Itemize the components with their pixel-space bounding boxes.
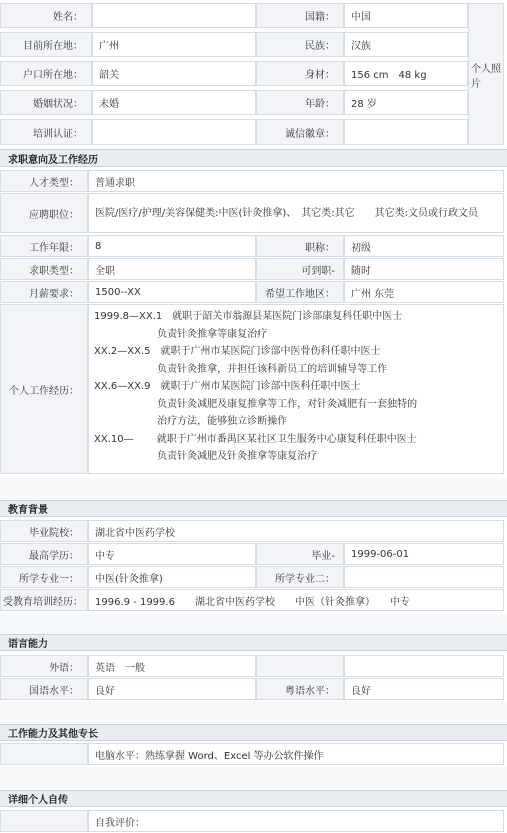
hukou-value: 韶关	[92, 61, 256, 86]
job-intent-section-title: 求职意向及工作经历	[0, 149, 507, 167]
photo-placeholder	[468, 3, 504, 145]
ethnicity-label: 民族：	[256, 32, 344, 57]
blank-value	[344, 655, 504, 677]
location-value: 广州	[92, 32, 256, 57]
photo-label: 个人照片	[471, 64, 501, 90]
experience-line: 负责针灸推拿，并担任该科新员工的培训辅导等工作	[94, 363, 388, 375]
name-label: 姓名：	[0, 3, 92, 28]
self-section-title: 详细个人自传	[0, 790, 507, 807]
age-value: 28 岁	[344, 90, 468, 115]
train-label: 受教育培训经历：	[0, 589, 88, 611]
grad-label: 毕业-	[256, 543, 344, 565]
experience-list	[88, 304, 504, 474]
grad-value: 1999-06-01	[344, 543, 504, 565]
cantonese-label: 粤语水平：	[256, 678, 344, 700]
age-label: 年龄：	[256, 90, 344, 115]
years-label: 工作年限：	[0, 235, 88, 257]
training-value	[92, 119, 256, 145]
experience-line: 1999.8—XX.1 就职于韶关市翁源县某医院门诊部康复科任职中医士	[94, 311, 403, 322]
hukou-label: 户口所在地：	[0, 61, 92, 86]
education-section-title: 教育背景	[0, 500, 507, 517]
spacer	[0, 702, 507, 724]
talent-type-label: 人才类型：	[0, 170, 88, 192]
skills-section-title: 工作能力及其他专长	[0, 724, 507, 741]
major2-value	[344, 566, 504, 588]
title-label: 职称：	[256, 235, 344, 257]
position-label: 应聘职位：	[0, 193, 88, 233]
experience-line: 治疗方法，能够独立诊断操作	[94, 416, 288, 427]
position-value: 医院/医疗/护理/美容保健类:中医(针灸推拿)、 其它类:其它 其它类:文员或行政文员	[88, 193, 504, 233]
available-value: 随时	[344, 258, 504, 280]
talent-type-value: 普通求职	[88, 170, 504, 192]
job-type-label: 求职类型：	[0, 258, 88, 280]
marital-label: 婚姻状况：	[0, 90, 92, 115]
salary-value: 1500--XX	[88, 281, 256, 303]
years-value: 8	[88, 235, 256, 257]
spacer	[0, 767, 507, 789]
job-type-value: 全职	[88, 258, 256, 280]
experience-line: XX.6—XX.9 就职于广州市某医院门诊部中医科任职中医士	[94, 381, 361, 392]
credit-badge-value	[344, 119, 468, 145]
experience-line: 负责针灸减肥及康复推拿等工作，对针灸减肥有一套独特的	[94, 398, 418, 410]
degree-label: 最高学历：	[0, 543, 88, 565]
marital-value: 未婚	[92, 90, 256, 115]
credit-badge-label: 诚信徽章：	[256, 119, 344, 145]
cantonese-value: 良好	[344, 678, 504, 700]
major1-value: 中医(针灸推拿)	[88, 566, 256, 588]
name-value	[92, 3, 256, 28]
school-value: 湖北省中医药学校	[88, 520, 504, 542]
experience-line: 负责针灸减肥及针灸推拿等康复治疗	[94, 451, 318, 462]
experience-line: XX.2—XX.5 就职于广州市某医院门诊部中医骨伤科任职中医士	[94, 346, 381, 357]
spacer	[0, 478, 507, 500]
school-label: 毕业院校：	[0, 520, 88, 542]
experience-line: 负责针灸推拿等康复治疗	[94, 328, 268, 340]
foreign-language-label: 外语：	[0, 655, 88, 677]
degree-value: 中专	[88, 543, 256, 565]
salary-label: 月薪要求：	[0, 281, 88, 303]
self-label	[0, 810, 88, 832]
mandarin-value: 良好	[88, 678, 256, 700]
foreign-language-value: 英语 一般	[88, 655, 256, 677]
nationality-value: 中国	[344, 3, 468, 28]
language-section-title: 语言能力	[0, 634, 507, 651]
train-value: 1996.9 - 1999.6 湖北省中医药学校 中医（针灸推拿） 中专	[88, 589, 504, 611]
nationality-label: 国籍：	[256, 3, 344, 28]
experience-label: 个人工作经历：	[0, 304, 88, 474]
ethnicity-value: 汉族	[344, 32, 468, 57]
experience-line: XX.10— 就职于广州市番禺区某社区卫生服务中心康复科任职中医士	[94, 433, 417, 445]
area-label: 希望工作地区：	[256, 281, 344, 303]
training-label: 培训认证：	[0, 119, 92, 145]
location-label: 目前所在地：	[0, 32, 92, 57]
available-label: 可到职-	[256, 258, 344, 280]
body-label: 身材：	[256, 61, 344, 86]
major2-label: 所学专业二：	[256, 566, 344, 588]
spacer	[0, 614, 507, 634]
self-evaluation-value: 自我评价：	[88, 810, 504, 832]
body-value: 156 cm 48 kg	[344, 61, 468, 86]
title-value: 初级	[344, 235, 504, 257]
computer-skill-value: 电脑水平：熟练掌握 Word、Excel 等办公软件操作	[88, 743, 504, 765]
mandarin-label: 国语水平：	[0, 678, 88, 700]
blank-label	[256, 655, 344, 677]
skills-label	[0, 743, 88, 765]
area-value: 广州 东莞	[344, 281, 504, 303]
major1-label: 所学专业一：	[0, 566, 88, 588]
